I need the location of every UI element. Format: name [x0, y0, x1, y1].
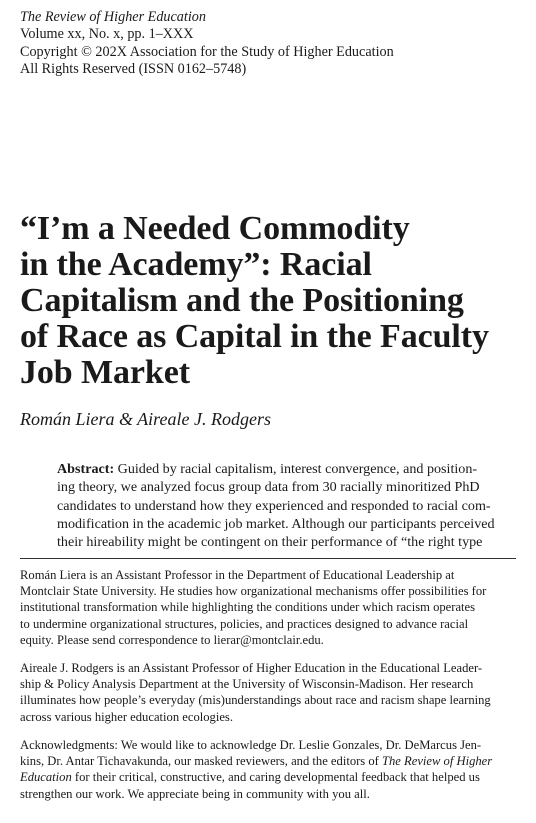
abstract-line: candidates to understand how they experienced and responded to racial com-	[57, 497, 491, 514]
article-title	[20, 211, 526, 391]
note-line: Acknowledgments: We would like to acknowledge Dr. Leslie Gonzales, Dr. DeMarcus Jen-	[20, 738, 482, 752]
note-text: for their critical, constructive, and caring developmental feedback that helped us	[71, 770, 480, 785]
note-line	[20, 753, 516, 769]
note-line: Aireale J. Rodgers is an Assistant Professor of Higher Education in the Educational Leader-	[20, 661, 483, 675]
abstract-text: Guided by racial capitalism, interest convergence, and position-	[114, 461, 478, 477]
acknowledgments-note	[20, 737, 516, 802]
footnote-divider	[20, 558, 516, 559]
journal-name: The Review of Higher Education	[20, 9, 206, 25]
abstract	[57, 460, 513, 551]
author-names: Román Liera & Aireale J. Rodgers	[20, 409, 271, 429]
title-line: Job Market	[20, 354, 190, 391]
copyright-line: Copyright © 202X Association for the Study of Higher Education	[20, 43, 394, 60]
note-line: Román Liera is an Assistant Professor in the Department of Educational Leadership at	[20, 568, 455, 582]
note-text: kins, Dr. Antar Tichavakunda, our masked reviewers, and the editors of	[20, 754, 382, 769]
title-line: of Race as Capital in the Faculty	[20, 318, 489, 355]
note-line: institutional transformation while highlighting the conditions under which racism operates	[20, 600, 476, 615]
note-line	[20, 769, 516, 785]
abstract-line	[57, 460, 513, 478]
abstract-label: Abstract:	[57, 461, 115, 477]
note-line: to undermine organizational structures, policies, and practices designed to advance racial	[20, 616, 469, 631]
note-line: ship & Policy Analysis Department at the University of Wisconsin-Madison. Her research	[20, 677, 474, 692]
journal-masthead	[20, 9, 520, 79]
author-note-liera	[20, 567, 516, 648]
note-line: strengthen our work. We appreciate being in community with you all.	[20, 786, 370, 801]
author-note-rodgers	[20, 660, 516, 725]
journal-reference: The Review of Higher	[382, 754, 493, 769]
title-line: in the Academy”: Racial	[20, 246, 372, 283]
abstract-line: their hireability might be contingent on their performance of “the right type	[57, 534, 483, 551]
title-line: “I’m a Needed Commodity	[20, 210, 410, 247]
abstract-line: modification in the academic job market. Although our participants perceived	[57, 515, 495, 532]
note-line: equity. Please send correspondence to lierar@montclair.edu.	[20, 632, 324, 647]
journal-reference: Education	[20, 770, 72, 785]
note-line: across various higher education ecologies.	[20, 709, 233, 724]
rights-line: All Rights Reserved (ISSN 0162–5748)	[20, 61, 247, 78]
note-line: Montclair State University. He studies how organizational mechanisms offer possibilities for	[20, 584, 487, 599]
volume-info: Volume xx, No. x, pp. 1–XXX	[20, 26, 194, 43]
abstract-line: ing theory, we analyzed focus group data from 30 racially minoritized PhD	[57, 479, 480, 496]
title-line: Capitalism and the Positioning	[20, 282, 464, 319]
note-line: illuminates how people’s everyday (mis)understandings about race and racism shape learning	[20, 693, 491, 708]
